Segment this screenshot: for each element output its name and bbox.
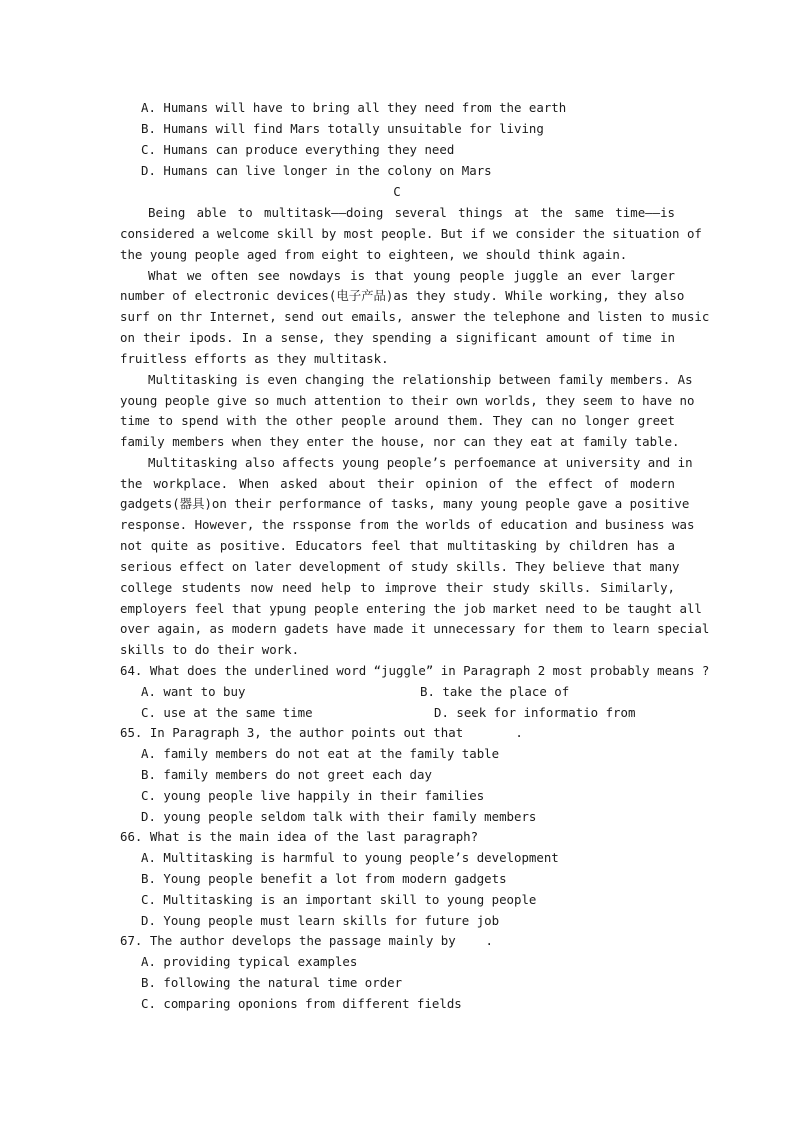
passage-line: skills to do their work. <box>120 642 300 657</box>
prev-option-d: D. Humans can live longer in the colony on Mars <box>141 163 492 178</box>
question-65-option-a: A. family members do not eat at the family table <box>141 746 500 761</box>
passage-line: on their ipods. In a sense, they spending a significant amount of time in <box>120 330 675 345</box>
question-64-option-c: C. use at the same time <box>141 705 313 720</box>
passage-line: over again, as modern gadets have made it unnecessary for them to learn special <box>120 621 710 636</box>
question-65-option-b: B. family members do not greet each day <box>141 767 432 782</box>
question-64-option-a: A. want to buy <box>141 684 246 699</box>
question-67-stem: 67. The author develops the passage mainly by . <box>120 933 493 948</box>
question-67-option-b: B. following the natural time order <box>141 975 403 990</box>
passage-line: the workplace. When asked about their opinion of the effect of modern <box>120 476 675 491</box>
passage-line: Multitasking is even changing the relationship between family members. As <box>148 372 693 387</box>
passage-line: family members when they enter the house, nor can they eat at family table. <box>120 434 680 449</box>
prev-option-c: C. Humans can produce everything they need <box>141 142 455 157</box>
passage-line: not quite as positive. Educators feel that multitasking by children has a <box>120 538 675 553</box>
passage-line: gadgets(器具)on their performance of tasks, many young people gave a positive <box>120 496 690 511</box>
question-66-option-b: B. Young people benefit a lot from modern gadgets <box>141 871 507 886</box>
passage-line: surf on thr Internet, send out emails, answer the telephone and listen to music <box>120 309 710 324</box>
passage-line: employers feel that ypung people entering the job market need to be taught all <box>120 601 702 616</box>
passage-line: fruitless efforts as they multitask. <box>120 351 389 366</box>
passage-line: time to spend with the other people around them. They can no longer greet <box>120 413 675 428</box>
passage-line: response. However, the rssponse from the worlds of education and business was <box>120 517 695 532</box>
passage-line: the young people aged from eight to eighteen, we should think again. <box>120 247 628 262</box>
passage-line: number of electronic devices(电子产品)as they study. While working, they also <box>120 288 685 303</box>
passage-line: young people give so much attention to their own worlds, they seem to have no <box>120 393 695 408</box>
prev-option-a: A. Humans will have to bring all they need from the earth <box>141 100 567 115</box>
question-65-stem: 65. In Paragraph 3, the author points out that . <box>120 725 523 740</box>
prev-option-b: B. Humans will find Mars totally unsuitable for living <box>141 121 544 136</box>
question-66-option-c: C. Multitasking is an important skill to young people <box>141 892 537 907</box>
passage-line: What we often see nowdays is that young people juggle an ever larger <box>148 268 675 283</box>
question-64-option-d: D. seek for informatio from <box>434 705 636 720</box>
passage-line: considered a welcome skill by most people. But if we consider the situation of <box>120 226 702 241</box>
question-66-option-d: D. Young people must learn skills for future job <box>141 913 500 928</box>
question-64-option-b: B. take the place of <box>420 684 570 699</box>
section-label: C <box>393 184 401 199</box>
question-67-option-a: A. providing typical examples <box>141 954 358 969</box>
passage-line: Multitasking also affects young people’s perfoemance at university and in <box>148 455 693 470</box>
question-66-option-a: A. Multitasking is harmful to young people’s development <box>141 850 559 865</box>
question-65-option-c: C. young people live happily in their families <box>141 788 485 803</box>
question-64-stem: 64. What does the underlined word “juggle” in Paragraph 2 most probably means ? <box>120 663 710 678</box>
question-65-option-d: D. young people seldom talk with their family members <box>141 809 537 824</box>
question-66-stem: 66. What is the main idea of the last paragraph? <box>120 829 479 844</box>
passage-line: serious effect on later development of study skills. They believe that many <box>120 559 680 574</box>
passage-line: Being able to multitask——doing several things at the same time——is <box>148 205 675 220</box>
passage-line: college students now need help to improve their study skills. Similarly, <box>120 580 675 595</box>
question-67-option-c: C. comparing oponions from different fields <box>141 996 462 1011</box>
